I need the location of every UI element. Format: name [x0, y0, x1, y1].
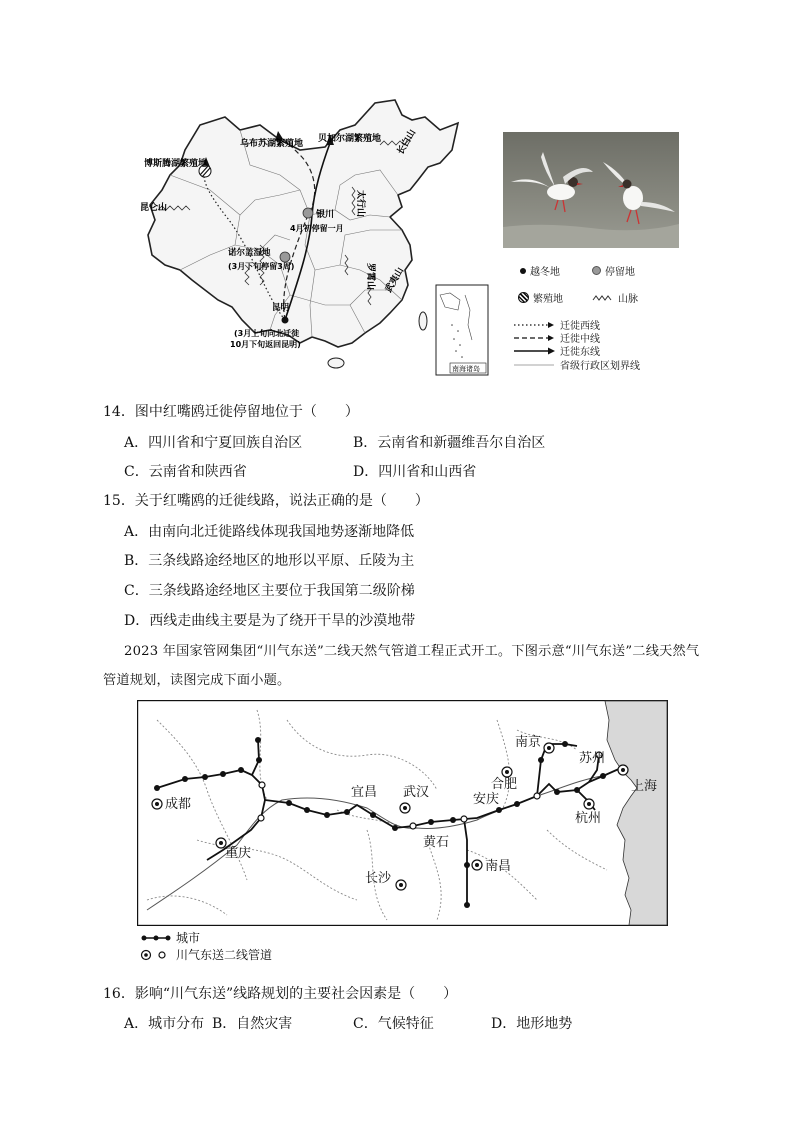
q14-option-d[interactable]: D．四川省和山西省: [353, 464, 477, 480]
city-hefei: 合肥: [491, 777, 518, 792]
solid-arrow-icon: [512, 347, 556, 355]
gull-photo-illustration: [503, 132, 679, 248]
city-suzhou: 苏州: [579, 751, 606, 766]
dotted-line-icon: [512, 321, 556, 329]
label-nuoergai-note: (3月下旬停留3周): [228, 262, 295, 271]
legend-city: [140, 929, 200, 946]
q15-option-c[interactable]: C．三条线路途经地区主要位于我国第二级阶梯: [124, 583, 415, 599]
label-kunming-note1: (3月上旬向北迁徙: [234, 329, 300, 338]
legend-breed: [518, 290, 563, 305]
legend-east-label: 迁徙东线: [560, 347, 600, 358]
legend-pipeline-label: 川气东送二线管道: [176, 948, 273, 962]
q14-option-b[interactable]: B．云南省和新疆维吾尔自治区: [353, 435, 546, 451]
label-wuyi: 武夷山: [383, 266, 407, 295]
label-luoxiao: 罗霄山: [365, 263, 375, 291]
label-yinchuan-note: 4月初停留一月: [290, 224, 344, 233]
q16-option-d[interactable]: D．地形地势: [491, 1016, 573, 1032]
hatched-circle-icon: [518, 292, 529, 303]
city-yichang: 宜昌: [351, 785, 378, 800]
city-chongqing: 重庆: [225, 846, 252, 861]
q16-option-c[interactable]: C．气候特征: [353, 1016, 434, 1032]
city-shanghai: 上海: [631, 779, 658, 794]
q16-option-a[interactable]: A．城市分布: [124, 1016, 205, 1032]
label-bositeng: 博斯腾湖繁殖地: [144, 159, 208, 169]
q14-option-c[interactable]: C．云南省和陕西省: [124, 464, 247, 480]
pipeline-map: [137, 700, 668, 926]
label-kunlun: 昆仑山: [140, 203, 168, 213]
q15-option-a[interactable]: A．由南向北迁徙路线体现我国地势逐渐地降低: [124, 524, 415, 540]
legend-east: [512, 343, 600, 358]
city-nanchang: 南昌: [485, 859, 512, 874]
label-wubusu: 乌布苏湖繁殖地: [240, 139, 304, 149]
legend-mountain: [592, 290, 638, 305]
stop-site-yinchuan: [303, 208, 313, 218]
q15-option-d[interactable]: D．西线走曲线主要是为了绕开干旱的沙漠地带: [124, 613, 416, 629]
legend-boundary-label: 省级行政区划界线: [560, 361, 640, 372]
label-changbai: 长白山: [395, 128, 419, 157]
legend-boundary: [512, 357, 640, 372]
city-chengdu: 成都: [165, 797, 192, 812]
city-anqing: 安庆: [473, 792, 500, 807]
dashed-line-icon: [512, 334, 556, 342]
q16-stem: 16．影响“川气东送”线路规划的主要社会因素是（ ）: [103, 986, 458, 1002]
taiwan-island: [419, 312, 427, 330]
q15-option-b[interactable]: B．三条线路途经地区的地形以平原、丘陵为主: [124, 553, 415, 569]
city-wuhan: 武汉: [403, 785, 430, 800]
stop-site-nuoergai: [280, 252, 290, 262]
label-nuoergai: 诺尔盖湿地: [228, 248, 271, 258]
boundary-line-icon: [512, 361, 556, 369]
legend-west-label: 迁徙西线: [560, 321, 600, 332]
gull-photo: [503, 132, 679, 248]
label-yinchuan: 银川: [316, 210, 335, 220]
legend-stop: [592, 263, 635, 278]
label-kunming: 昆明: [272, 303, 290, 313]
stop-dot-icon: [592, 266, 601, 275]
q14-stem: 14．图中红嘴鸥迁徙停留地位于（ ）: [103, 404, 359, 420]
hainan-island: [328, 358, 344, 368]
intro-line-1: 2023 年国家管网集团“川气东送”二线天然气管道工程正式开工。下图示意“川气东送”二线天然气: [124, 644, 700, 659]
winter-dot-icon: [520, 268, 526, 274]
q14-option-a[interactable]: A．四川省和宁夏回族自治区: [124, 435, 303, 451]
legend-winter: [520, 263, 560, 278]
city-changsha: 长沙: [365, 871, 392, 886]
pipeline-symbol-icon: [140, 949, 172, 961]
legend-mountain-label: 山脉: [618, 294, 638, 305]
zigzag-icon: [592, 294, 614, 302]
legend-stop-label: 停留地: [605, 267, 635, 278]
city-hangzhou: 杭州: [575, 811, 602, 826]
label-baikal: 贝加尔湖繁殖地: [318, 134, 382, 144]
legend-pipeline: [140, 946, 272, 963]
legend-winter-label: 越冬地: [530, 267, 560, 278]
legend-middle-label: 迁徙中线: [560, 334, 600, 345]
label-kunming-note2: 10月下旬返回昆明): [230, 340, 301, 349]
label-south-sea: 南海诸岛: [452, 365, 480, 373]
city-line-icon: [140, 934, 172, 942]
migration-map: [140, 95, 490, 380]
q15-stem: 15．关于红嘴鸥的迁徙线路，说法正确的是（ ）: [103, 493, 429, 509]
winter-site-kunming: [282, 317, 289, 324]
legend-breed-label: 繁殖地: [533, 294, 563, 305]
q16-option-b[interactable]: B．自然灾害: [212, 1016, 293, 1032]
city-huangshi: 黄石: [423, 835, 450, 850]
label-taihang: 太行山: [355, 190, 365, 218]
legend-city-label: 城市: [176, 931, 201, 945]
intro-line-2: 管道规划，读图完成下面小题。: [103, 673, 291, 688]
south-sea-inset: [436, 285, 488, 375]
city-nanjing: 南京: [515, 735, 542, 750]
